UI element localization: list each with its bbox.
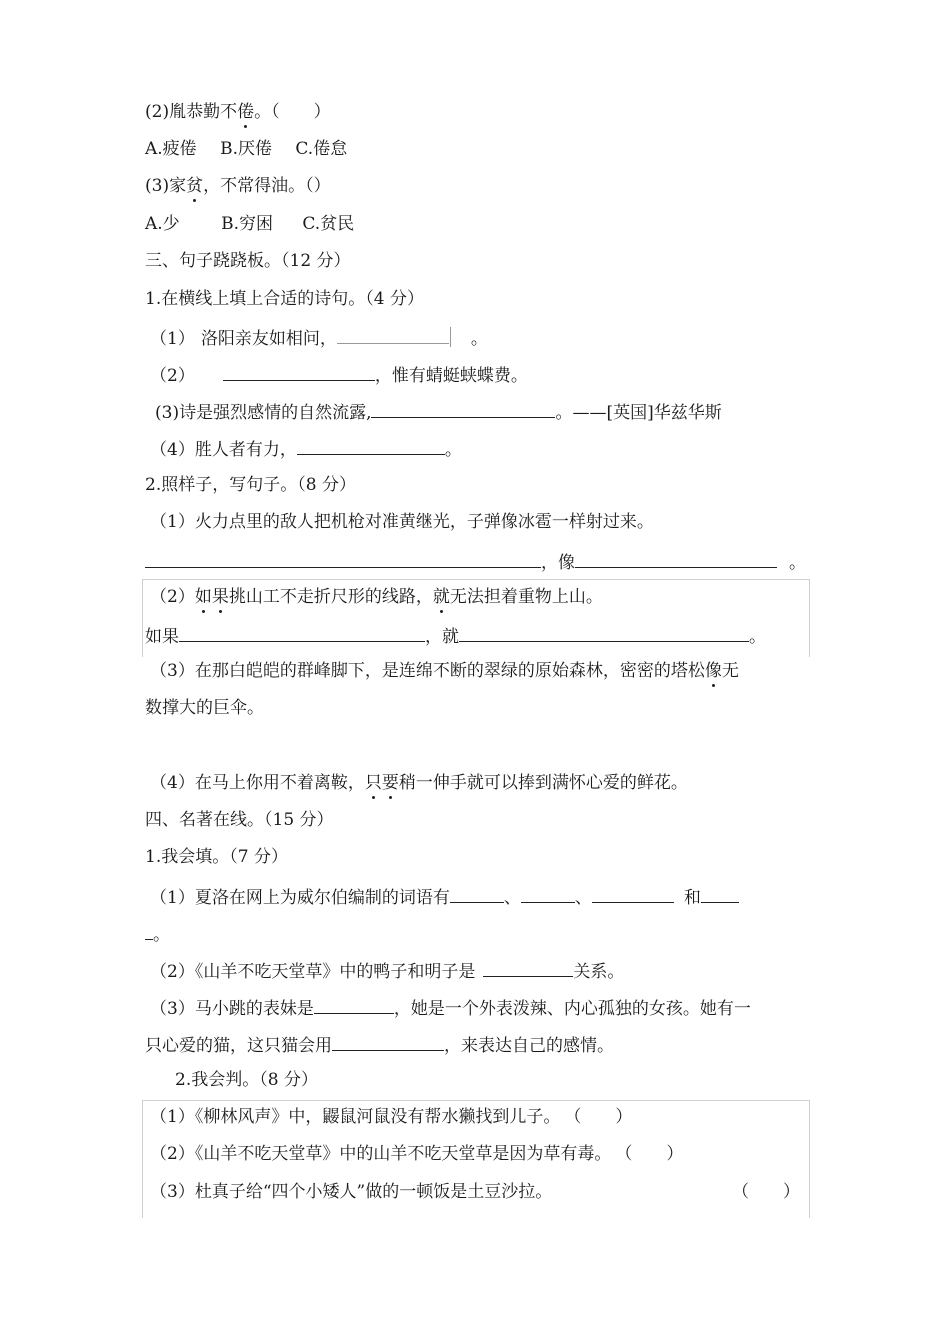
question-3-1-2 bbox=[150, 362, 528, 387]
question-text: 挑山工不走折尺形的线路， bbox=[228, 587, 433, 607]
punctuation: 。 bbox=[789, 553, 806, 573]
question-4-2-title: 2.我会判。（8 分） bbox=[175, 1070, 318, 1090]
question-text: ，惟有蜻蜓蛱蝶费。 bbox=[374, 366, 528, 386]
question-3-1-3 bbox=[155, 399, 722, 424]
answer-blank[interactable] bbox=[145, 549, 541, 568]
question-text: ，像 bbox=[541, 553, 575, 573]
question-text: 和 bbox=[683, 888, 701, 908]
answer-blank[interactable] bbox=[145, 921, 153, 940]
answer-paren[interactable]: （ ） bbox=[732, 1182, 800, 1202]
question-text: （4）在马上你用不着离鞍， bbox=[150, 773, 365, 793]
question-3-2-1-answer bbox=[145, 549, 806, 574]
question-4-1-2 bbox=[150, 958, 624, 983]
question-text: 只心爱的猫，这只猫会用 bbox=[145, 1036, 332, 1056]
question-text: （2）《山羊不吃天堂草》中的鸭子和明子是 bbox=[150, 962, 476, 982]
answer-blank[interactable] bbox=[179, 623, 425, 642]
question-3-2-3-cont: 数撑大的巨伞。 bbox=[145, 698, 264, 718]
item-number: （2） bbox=[150, 366, 195, 386]
question-text: （1）《柳林风声》中，鼹鼠河鼠没有帮水獭找到儿子。 bbox=[150, 1107, 561, 1127]
question-3-2-4 bbox=[150, 772, 688, 794]
question-text: (3)诗是强烈感情的自然流露, bbox=[155, 403, 372, 423]
question-4-1-title: 1.我会填。（7 分） bbox=[145, 847, 288, 867]
answer-blank[interactable] bbox=[575, 549, 777, 568]
question-2-2-options bbox=[145, 138, 347, 160]
frame-left bbox=[142, 579, 143, 657]
option-a[interactable]: A.疲倦 bbox=[145, 139, 197, 159]
answer-blank[interactable] bbox=[450, 884, 504, 903]
question-4-2-1 bbox=[150, 1106, 632, 1128]
question-text: （4）胜人者有力， bbox=[150, 440, 297, 460]
question-text: ，她是一个外表泼辣、内心孤独的女孩。她有一 bbox=[393, 999, 751, 1019]
question-text: （3）马小跳的表妹是 bbox=[150, 999, 314, 1019]
dotted-char: 贫 bbox=[186, 176, 204, 196]
question-4-1-3-cont bbox=[145, 1032, 614, 1057]
question-text: (2)胤恭勤不 bbox=[145, 102, 238, 122]
question-3-1-1 bbox=[150, 325, 488, 350]
question-2-3-options bbox=[145, 213, 354, 235]
question-3-1-title: 1.在横线上填上合适的诗句。（4 分） bbox=[145, 289, 424, 309]
answer-blank[interactable] bbox=[459, 623, 749, 642]
question-text: (3)家 bbox=[145, 176, 187, 196]
question-3-2-1: （1）火力点里的敌人把机枪对准黄继光，子弹像冰雹一样射过来。 bbox=[150, 512, 654, 532]
punctuation: 。 bbox=[153, 925, 170, 945]
question-text: （1）夏洛在网上为威尔伯编制的词语有 bbox=[150, 888, 450, 908]
question-text: ，来表达自己的感情。 bbox=[444, 1036, 614, 1056]
answer-blank[interactable] bbox=[371, 399, 555, 418]
punctuation: 、 bbox=[503, 888, 521, 908]
option-b[interactable]: B.穷困 bbox=[221, 214, 273, 234]
item-number: （1） bbox=[150, 329, 195, 349]
dotted-char: 要 bbox=[381, 773, 399, 793]
punctuation: 。 bbox=[749, 627, 766, 647]
frame-top bbox=[142, 579, 810, 580]
answer-blank[interactable] bbox=[701, 884, 739, 903]
punctuation: 、 bbox=[574, 888, 592, 908]
question-3-2-2 bbox=[150, 586, 603, 608]
question-text: 洛阳亲友如相问， bbox=[200, 329, 337, 349]
answer-blank[interactable] bbox=[483, 958, 573, 977]
punctuation: 。 bbox=[470, 329, 488, 349]
answer-blank[interactable] bbox=[223, 362, 375, 381]
option-c[interactable]: C.贫民 bbox=[302, 214, 355, 234]
question-text: 无法担着重物上山。 bbox=[449, 587, 603, 607]
frame-right bbox=[809, 579, 810, 657]
punctuation: 。 bbox=[444, 440, 462, 460]
question-2-3 bbox=[145, 175, 331, 197]
question-text: （3）在那白皑皑的群峰脚下，是连绵不断的翠绿的原始森林，密密的塔松 bbox=[150, 661, 705, 681]
section-3-title: 三、句子跷跷板。（12 分） bbox=[145, 251, 351, 271]
question-3-2-title: 2.照样子，写句子。（8 分） bbox=[145, 475, 356, 495]
answer-blank[interactable] bbox=[337, 325, 449, 344]
answer-paren[interactable]: 。（ ） bbox=[254, 102, 331, 122]
cursor-mark bbox=[450, 327, 451, 347]
frame-left bbox=[142, 1100, 143, 1218]
option-b[interactable]: B.厌倦 bbox=[220, 139, 272, 159]
question-4-2-3 bbox=[150, 1181, 552, 1203]
section-4-title: 四、名著在线。（15 分） bbox=[145, 810, 334, 830]
question-4-1-1-cont bbox=[145, 921, 170, 946]
question-text: 无 bbox=[721, 661, 739, 681]
answer-blank[interactable] bbox=[521, 884, 575, 903]
question-text: （3）杜真子给“四个小矮人”做的一顿饭是土豆沙拉。 bbox=[150, 1182, 553, 1202]
question-text: 。——[英国]华兹华斯 bbox=[555, 403, 722, 423]
answer-blank[interactable] bbox=[297, 436, 445, 455]
answer-blank[interactable] bbox=[314, 995, 394, 1014]
question-4-2-2 bbox=[150, 1143, 683, 1165]
option-c[interactable]: C.倦怠 bbox=[295, 139, 348, 159]
question-3-1-4 bbox=[150, 436, 462, 461]
question-text: 关系。 bbox=[573, 962, 625, 982]
dotted-char: 果 bbox=[211, 587, 229, 607]
dotted-char: 像 bbox=[704, 661, 722, 681]
dotted-char: 只 bbox=[364, 773, 382, 793]
question-3-2-2-answer bbox=[145, 623, 766, 648]
answer-paren[interactable]: （ ） bbox=[564, 1107, 633, 1127]
item-number: （2） bbox=[150, 587, 195, 607]
answer-blank[interactable] bbox=[592, 884, 674, 903]
answer-paren[interactable]: ，不常得油。（） bbox=[203, 176, 331, 196]
frame-right bbox=[809, 1100, 810, 1218]
option-a[interactable]: A.少 bbox=[145, 214, 180, 234]
question-text: 如果 bbox=[145, 627, 179, 647]
dotted-char: 倦 bbox=[237, 102, 255, 122]
frame-top bbox=[142, 1100, 810, 1101]
dotted-char: 就 bbox=[432, 587, 450, 607]
question-text: ，就 bbox=[425, 627, 459, 647]
answer-blank[interactable] bbox=[332, 1032, 444, 1051]
question-text: 稍一伸手就可以捧到满怀心爱的鲜花。 bbox=[398, 773, 688, 793]
dotted-char: 如 bbox=[194, 587, 212, 607]
question-2-2 bbox=[145, 101, 331, 123]
question-4-1-3 bbox=[150, 995, 751, 1020]
question-4-1-1 bbox=[150, 884, 739, 909]
question-text: （2）《山羊不吃天堂草》中的山羊不吃天堂草是因为草有毒。 bbox=[150, 1144, 612, 1164]
question-3-2-3 bbox=[150, 660, 739, 682]
answer-paren[interactable]: （ ） bbox=[615, 1144, 684, 1164]
